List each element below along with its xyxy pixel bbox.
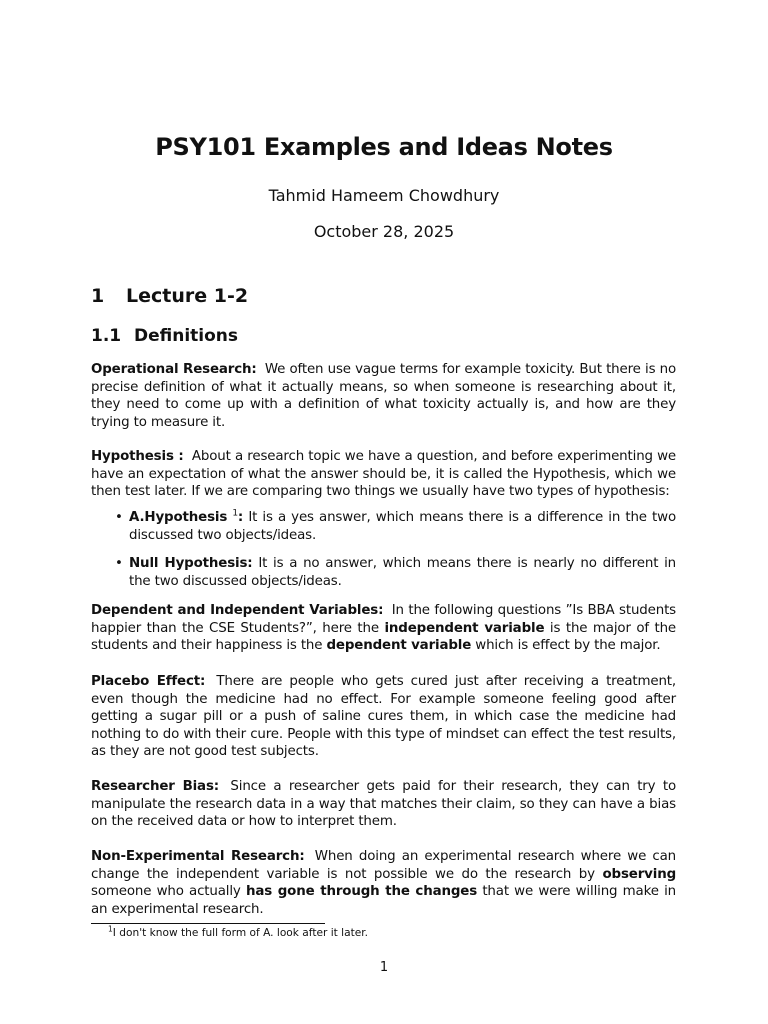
footnote-mark: 1 bbox=[108, 924, 113, 934]
subsection-number: 1.1 bbox=[91, 326, 122, 346]
term-label: Hypothesis : bbox=[91, 449, 184, 464]
definition-text: It is a yes answer, which means there is a difference in the two discussed two objects/ideas. bbox=[129, 510, 676, 543]
term-label: Non-Experimental Research: bbox=[91, 849, 305, 864]
hypothesis-paragraph bbox=[91, 448, 676, 501]
definition-text: that we were willing make in an experimental research. bbox=[91, 884, 677, 917]
definition-text: someone who actually bbox=[91, 884, 241, 899]
emphasis-text: observing bbox=[602, 866, 677, 882]
term-label: Placebo Effect: bbox=[91, 674, 206, 689]
placebo-paragraph bbox=[91, 673, 676, 761]
emphasis-text: independent variable bbox=[384, 620, 545, 636]
term-label: A.Hypothesis bbox=[129, 510, 228, 525]
footnote-text: I don't know the full form of A. look after it later. bbox=[112, 927, 369, 939]
researcher-bias-paragraph bbox=[91, 778, 676, 831]
definition-text: We often use vague terms for example toxicity. But there is no precise definition of what it actually means, so when someone is researching about it, they need to come up with a definition of what toxicity actually is, and how are they trying to measure it. bbox=[91, 362, 677, 430]
emphasis-text: has gone through the changes bbox=[245, 884, 478, 899]
definition-text: It is a no answer, which means there is nearly no different in the two discussed objects/ideas. bbox=[129, 556, 677, 589]
term-label: Researcher Bias: bbox=[91, 779, 219, 794]
definition-text: There are people who gets cured just after receiving a treatment, even though the medicine had no effect. For example someone feeling good after getting a sugar pill or a push of saline cures them, in which case the medicine had nothing to do with their cure. People with this type of mindset can effect the test results, as they are not good test subjects. bbox=[91, 674, 677, 759]
bullet-icon: • bbox=[115, 556, 123, 571]
variables-paragraph bbox=[91, 602, 676, 655]
definition-text: Since a researcher gets paid for their research, they can try to manipulate the research data in a way that matches their claim, so they can have a bias on the received data or how to interpret them. bbox=[91, 779, 676, 829]
footnote-divider bbox=[91, 923, 325, 924]
page-number: 1 bbox=[379, 960, 389, 975]
term-colon: : bbox=[237, 510, 244, 525]
term-label: Operational Research: bbox=[91, 362, 257, 377]
section-title: Lecture 1-2 bbox=[126, 285, 249, 307]
list-item bbox=[91, 509, 676, 544]
author-name: Tahmid Hameem Chowdhury bbox=[268, 186, 500, 205]
document-date: October 28, 2025 bbox=[313, 222, 455, 241]
definition-text: is the major of the students and their happiness is the bbox=[91, 620, 676, 653]
non-experimental-paragraph bbox=[91, 848, 676, 918]
section-number: 1 bbox=[91, 285, 105, 307]
footnote-marker[interactable]: 1 bbox=[232, 508, 238, 519]
hypothesis-types-list bbox=[91, 509, 676, 601]
document-title: PSY101 Examples and Ideas Notes bbox=[155, 133, 613, 161]
term-label: Dependent and Independent Variables: bbox=[91, 603, 384, 618]
definition-text: In the following questions ”Is BBA students happier than the CSE Students?”, here the bbox=[91, 603, 676, 636]
definition-text: When doing an experimental research where we can change the independent variable is not possible we do the research by bbox=[91, 849, 676, 882]
subsection-heading bbox=[91, 326, 238, 346]
term-label: Null Hypothesis: bbox=[129, 556, 253, 571]
bullet-icon: • bbox=[115, 510, 123, 525]
definition-text: which is effect by the major. bbox=[475, 638, 661, 653]
list-item bbox=[91, 555, 676, 590]
footnote bbox=[108, 926, 368, 940]
emphasis-text: dependent variable bbox=[326, 638, 472, 653]
definition-text: About a research topic we have a question, and before experimenting we have an expectation of what the answer should be, it is called the Hypothesis, which we then test later. If we are comparing two things we usually have two types of hypothesis: bbox=[91, 449, 677, 499]
section-heading bbox=[91, 285, 248, 307]
subsection-title: Definitions bbox=[134, 326, 239, 346]
operational-research-paragraph bbox=[91, 361, 676, 431]
